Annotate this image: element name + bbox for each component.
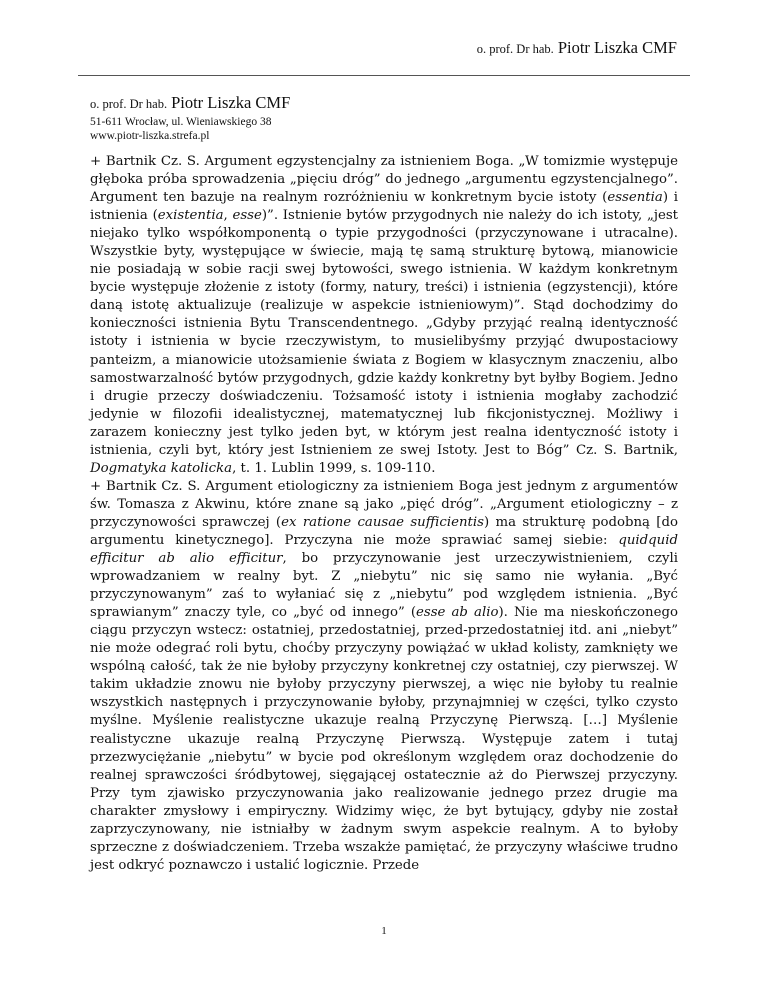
paragraph-etiological-argument [90, 478, 678, 875]
header-divider [78, 75, 690, 76]
header-title-prefix: o. prof. Dr hab. [476, 42, 554, 56]
author-title-prefix: o. prof. Dr hab. [90, 97, 168, 111]
text-run: )”. Istnienie bytów przygodnych nie należy do ich istoty, „jest niejako tylko współkomponentą o typie przygodności (przyczynowane i utracalne). Wszystkie byty, występujące w świecie, mają tę samą strukturę bytową, mianowicie nie posiadają w sobie racji swej bytowości, swego istnienia. W każdym konkretnym bycie występuje złożenie z istoty (formy, natury, treści) i istnienia (egzystencji), które daną istotę aktualizuje (realizuje w aspekcie istnieniowym)”. Stąd dochodzimy do konieczności istnienia Bytu Transcendentnego. „Gdyby przyjąć realną identyczność istoty i istnienia w bycie rzeczywistym, to musielibyśmy przyjąć dwupostaciowy panteizm, a mianowicie utożsamienie świata z Bogiem w klasycznym znaczeniu, albo samostwarzalność bytów przygodnych, gdzie każdy konkretny byt byłby Bogiem. Jedno i drugie przeczy doświadczeniu. Tożsamość istoty i istnienia mogłaby zachodzić jedynie w filozofii idealistycznej, matematycznej lub fikcjonistycznej. Możliwy i zarazem konieczny jest tylko jeden byt, w którym jest realna identyczność istoty i istnienia, czyli byt, który jest Istnieniem ze swej Istoty. Jest to Bóg” Cz. S. Bartnik, [90, 208, 678, 458]
page-number: 1 [381, 925, 387, 937]
text-run: , [223, 208, 233, 224]
italic-term: essentia [607, 190, 663, 206]
text-run: ). Nie ma nieskończonego ciągu przyczyn wstecz: ostatniej, przedostatniej, przed-przedostatniej itd. ani „niebyt” nie może odegrać roli bytu, choćby przyczyny powiążać w układ kolisty, zamknięty we wspólną całość, tak że nie byłoby przyczyny konkretnej czy ostatniej, czy pierwszej. W takim układzie znowu nie byłoby przyczyny pierwszej, a więc nie byłoby tu realnie wszystkich następnych i przyczynowanie byłoby, przynajmniej w części, tylko czysto myślne. Myślenie realistyczne ukazuje realną Przyczynę Pierwszą. […] Myślenie realistyczne ukazuje realną Przyczynę Pierwszą. Występuje zatem i tutaj przezwyciężanie „niebytu” w bycie pod określonym względem oraz dochodzenie do realnej sprawczości śródbytowej, sięgającej ostatecznie aż do Pierwszej przyczyny. Przy tym zjawisko przyczynowania jako realizowanie jednego przez drugie ma charakter zmysłowy i empiryczny. Widzimy więc, że byt bytujący, gdyby nie został zaprzyczynowany, nie istniałby w żadnym swym aspekcie realnym. A to byłoby sprzeczne z doświadczeniem. Trzeba wszakże pamiętać, że przyczyny właściwe trudno jest odkryć poznawczo i ustalić logicznie. Przede [90, 605, 679, 873]
italic-term: existentia [157, 208, 224, 224]
italic-term: esse ab alio [416, 605, 499, 621]
author-name: Piotr Liszka CMF [171, 93, 291, 112]
text-run: + Bartnik Cz. S. Argument egzystencjalny za istnieniem Boga. „W tomizmie występuje głęboka próba sprowadzenia „pięciu dróg” do jednego „argumentu egzystencjalnego”. Argument ten bazuje na realnym rozróżnieniu w konkretnym bycie istoty ( [90, 154, 678, 206]
paragraph-existential-argument [90, 153, 678, 478]
italic-term: esse [232, 208, 262, 224]
author-name-line [90, 93, 290, 113]
italic-term: quidquid efficitur ab alio efficitur [90, 532, 678, 567]
italic-term: Dogmatyka katolicka [90, 460, 233, 476]
body-text [90, 153, 678, 875]
header-author-name: Piotr Liszka CMF [557, 38, 677, 57]
text-run: ) i istnienia ( [90, 190, 678, 224]
text-run: , bo przyczynowanie jest urzeczywistnieniem, czyli wprowadzaniem w realny byt. Z „niebytu” nic się samo nie wyłania. „Być przyczynowanym” zaś to wyłaniać się z „niebytu” pod względem istnienia. „Być sprawianym” znaczy tyle, co „być od innego” ( [90, 551, 679, 621]
author-website: www.piotr-liszka.strefa.pl [90, 130, 210, 142]
author-block [90, 93, 290, 143]
text-run: , t. 1. Lublin 1999, s. 109-110. [232, 460, 436, 476]
running-header [477, 38, 677, 58]
text-run: ) ma strukturę podobną [do argumentu kinetycznego]. Przyczyna nie może sprawiać samej siebie: [90, 514, 679, 548]
author-address: 51-611 Wrocław, ul. Wieniawskiego 38 [90, 116, 272, 128]
italic-term: ex ratione causae sufficientis [281, 514, 484, 530]
text-run: + Bartnik Cz. S. Argument etiologiczny za istnieniem Boga jest jednym z argumentów św. Tomasza z Akwinu, które znane są jako „pięć dróg”. „Argument etiologiczny – z przyczynowości sprawczej ( [90, 478, 678, 530]
